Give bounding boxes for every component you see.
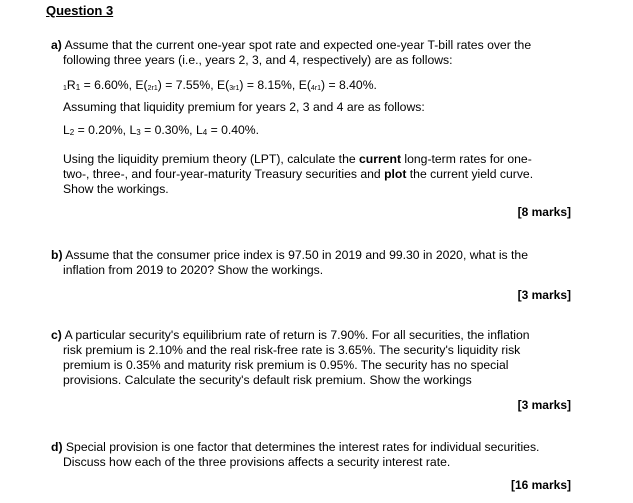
l4-subscript: 4 bbox=[202, 128, 208, 137]
part-c-line4: provisions. Calculate the security's default risk premium. Show the workings bbox=[63, 373, 472, 387]
part-d bbox=[51, 440, 608, 470]
e3-value: ) = 8.15%, bbox=[239, 78, 296, 92]
part-b bbox=[51, 248, 608, 278]
task2-bold-plot: plot bbox=[384, 167, 407, 181]
part-c bbox=[51, 328, 608, 388]
part-b-marks: [3 marks] bbox=[517, 288, 571, 302]
r1-value: = 6.60%, bbox=[83, 78, 133, 92]
part-a-line2: following three years (i.e., years 2, 3, and 4, respectively) are as follows: bbox=[63, 53, 453, 67]
question-heading: Question 3 bbox=[46, 3, 114, 18]
part-b-line2: inflation from 2019 to 2020? Show the workings. bbox=[63, 263, 324, 277]
e3-prefix: 3 bbox=[229, 85, 234, 92]
part-a-marks: [8 marks] bbox=[517, 205, 571, 219]
task2-a: two-, three-, and four-year-maturity Treasury securities and bbox=[63, 167, 381, 181]
l2-subscript: 2 bbox=[69, 128, 75, 137]
e2-label: E( bbox=[135, 78, 148, 92]
task1-a: Using the liquidity premium theory (LPT), calculate the bbox=[63, 152, 356, 166]
l4-label: L bbox=[195, 123, 203, 137]
part-b-letter: b) bbox=[51, 248, 63, 262]
task1-bold-current: current bbox=[359, 152, 402, 166]
task2-c: the current yield curve. bbox=[409, 167, 534, 181]
part-a-line1: Assume that the current one-year spot rate and expected one-year T-bill rates over the bbox=[64, 38, 532, 52]
l2-value: = 0.20%, bbox=[77, 123, 127, 137]
l3-subscript: 3 bbox=[136, 128, 141, 137]
r1-label: R bbox=[66, 78, 76, 92]
part-c-letter: c) bbox=[51, 328, 62, 342]
l2-label: L bbox=[63, 123, 70, 137]
e3-label: E( bbox=[217, 78, 230, 92]
part-d-marks: [16 marks] bbox=[510, 478, 571, 492]
e4-label: E( bbox=[298, 78, 311, 92]
r1-subscript: 1 bbox=[75, 83, 81, 92]
part-c-line1: A particular security's equilibrium rate of return is 7.90%. For all securities, the inflation bbox=[64, 328, 530, 342]
part-a-task bbox=[63, 152, 596, 197]
e4-r: r bbox=[314, 85, 318, 92]
e4-prefix: 4 bbox=[310, 85, 315, 92]
e3-subscript: 1 bbox=[235, 85, 240, 92]
task1-c: long-term rates for one- bbox=[404, 152, 532, 166]
e4-subscript: 1 bbox=[317, 85, 322, 92]
r1-prefix: 1 bbox=[63, 85, 67, 92]
l3-label: L bbox=[129, 123, 137, 137]
task3: Show the workings. bbox=[63, 182, 169, 196]
e2-r: r bbox=[151, 85, 154, 92]
part-d-line1: Special provision is one factor that determines the interest rates for individual securities. bbox=[65, 440, 540, 454]
l3-value: = 0.30%, bbox=[144, 123, 193, 137]
e2-prefix: 2 bbox=[147, 85, 152, 92]
part-c-line2: risk premium is 2.10% and the real risk-free rate is 3.65%. The security's liquidity risk bbox=[63, 343, 521, 357]
part-d-line2: Discuss how each of the three provisions affects a security interest rate. bbox=[63, 455, 451, 469]
e4-value: ) = 8.40%. bbox=[321, 78, 377, 92]
part-d-letter: d) bbox=[51, 440, 63, 454]
part-a-letter: a) bbox=[51, 38, 62, 52]
part-c-marks: [3 marks] bbox=[517, 398, 571, 412]
l4-value: = 0.40%. bbox=[210, 123, 260, 137]
e2-subscript: 1 bbox=[153, 85, 158, 92]
part-a-intro bbox=[51, 38, 608, 68]
e3-r: r bbox=[233, 85, 236, 92]
part-a-liquidity-intro: Assuming that liquidity premium for years 2, 3 and 4 are as follows: bbox=[63, 100, 425, 114]
part-a-rates bbox=[63, 78, 596, 96]
e2-value: ) = 7.55%, bbox=[157, 78, 214, 92]
part-a-liquidity-values bbox=[63, 123, 596, 140]
part-b-line1: Assume that the consumer price index is 97.50 in 2019 and 99.30 in 2020, what is the bbox=[65, 248, 528, 262]
part-c-line3: premium is 0.35% and maturity risk premium is 0.95%. The security has no special bbox=[63, 358, 509, 372]
